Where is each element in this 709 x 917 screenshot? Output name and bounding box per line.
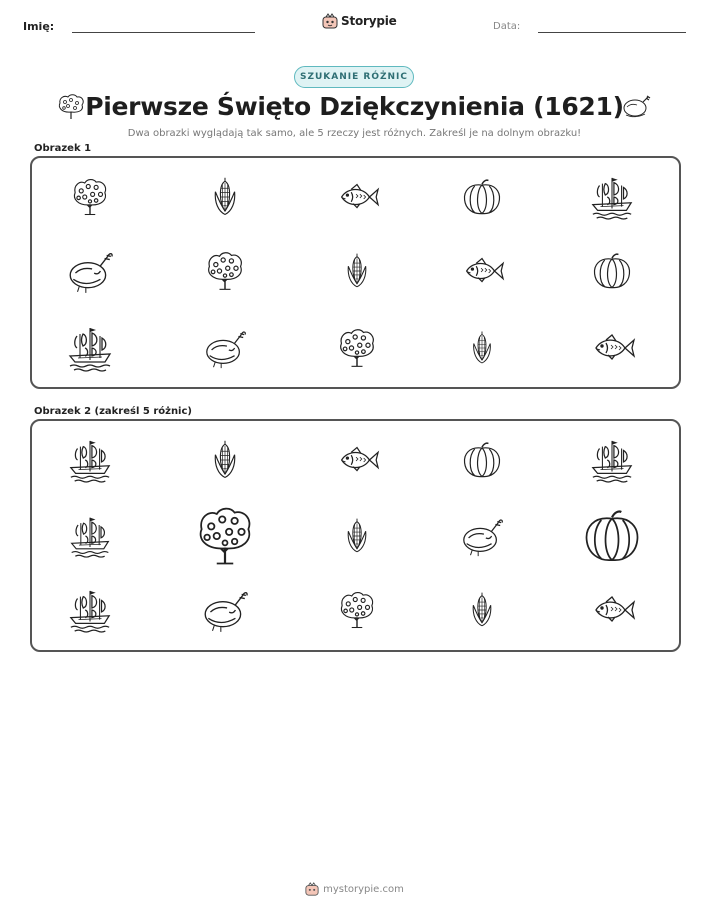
- tree-icon: [203, 249, 247, 293]
- ship-icon: [589, 174, 635, 220]
- fish-icon: [459, 248, 505, 294]
- pumpkin-icon[interactable]: [580, 504, 644, 568]
- tree-icon: [335, 326, 379, 370]
- instructions: Dwa obrazki wyglądają tak samo, ale 5 rzeczy jest różnych. Zakreśl je na dolnym obrazku!: [127, 128, 582, 139]
- ship-icon: [66, 324, 114, 372]
- fish-icon[interactable]: [334, 437, 380, 483]
- name-line[interactable]: [72, 32, 255, 33]
- page-title: Pierwsze Święto Dziękczynienia (1621): [85, 92, 624, 121]
- storypie-logo-icon: [305, 882, 319, 896]
- fish-icon: [588, 324, 636, 372]
- footer-url: mystorypie.com: [323, 883, 404, 895]
- activity-badge: SZUKANIE RÓŻNIC: [294, 66, 414, 88]
- corn-icon[interactable]: [463, 591, 501, 629]
- turkey-icon: [621, 93, 653, 119]
- corn-icon[interactable]: [338, 517, 376, 555]
- tree-icon[interactable]: [192, 503, 258, 569]
- picture-2-label: Obrazek 2 (zakreśl 5 różnic): [34, 406, 192, 417]
- brand-logo: [322, 13, 397, 29]
- pumpkin-icon: [460, 175, 504, 219]
- ship-icon[interactable]: [67, 437, 113, 483]
- pumpkin-icon[interactable]: [460, 438, 504, 482]
- date-line[interactable]: [538, 32, 686, 33]
- footer: [0, 882, 709, 896]
- corn-icon: [338, 252, 376, 290]
- tree-icon: [69, 176, 111, 218]
- storypie-logo-icon: [322, 13, 338, 29]
- pumpkin-icon: [590, 249, 634, 293]
- turkey-icon[interactable]: [200, 585, 250, 635]
- ship-icon[interactable]: [68, 514, 112, 558]
- date-label: Data:: [493, 21, 521, 32]
- ship-icon[interactable]: [67, 587, 113, 633]
- turkey-icon[interactable]: [459, 513, 505, 559]
- tree-icon[interactable]: [336, 589, 378, 631]
- corn-icon: [464, 330, 500, 366]
- ship-icon[interactable]: [589, 437, 635, 483]
- brand-name: Storypie: [341, 14, 397, 28]
- fish-icon[interactable]: [588, 586, 636, 634]
- fish-icon: [334, 174, 380, 220]
- picture-1-label: Obrazek 1: [34, 143, 92, 154]
- name-label: Imię:: [23, 20, 55, 33]
- corn-icon[interactable]: [204, 439, 246, 481]
- turkey-icon: [202, 325, 248, 371]
- turkey-icon: [65, 246, 115, 296]
- corn-icon: [204, 176, 246, 218]
